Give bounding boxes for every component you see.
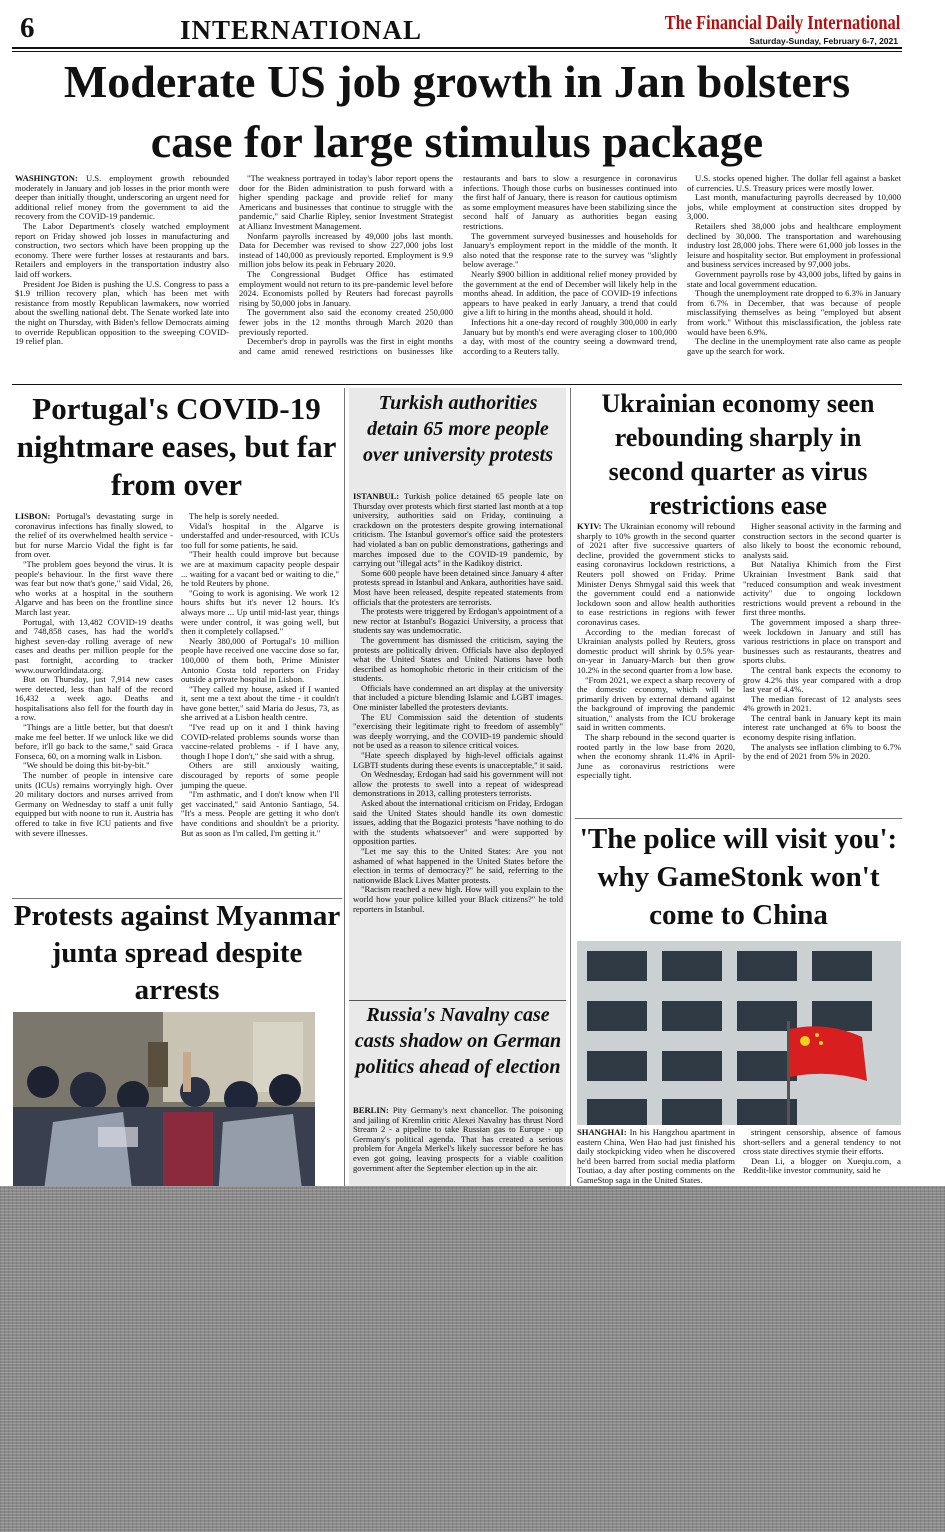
portugal-paragraph-text: The number of people in intensive care units (ICUs) remains worryingly high. Over 20 military doctors and nurses arrived from Germany on Wednesday to staff a unit fully equipped but with noone to run it. Austria has offered to take in five ICU patients and five with severe illnesses. <box>15 770 173 838</box>
russia-headline: Russia's Navalny case casts shadow on German politics ahead of election <box>354 1004 562 1078</box>
page-number: 6 <box>20 12 35 44</box>
main-headline-line1: Moderate US job growth in Jan bolsters <box>63 56 851 107</box>
main-paragraph-text: The Labor Department's closely watched employment report on Friday showed job losses in manufacturing and construction, two sectors which have been propping up the economy. There were further losses at restaurants and bars. Retailers and employers in the transportation industry also laid off workers. <box>15 220 229 279</box>
main-paragraph <box>687 193 901 222</box>
myanmar-protest-photo-svg <box>13 1012 315 1198</box>
main-paragraph-text: President Joe Biden is pushing the U.S. Congress to pass a $1.9 trillion recovery plan, which has been met with resistance from mostly Republican lawmakers, now worried about the swelling national debt. The Senate worked late into the night on Thursday, with Biden's fellow Democrats aiming to override Republican opposition to the sweeping COVID-19 relief plan. <box>15 278 229 347</box>
turkey-paragraph <box>353 492 563 569</box>
turkey-paragraph-text: Turkish police detained 65 people late on Thursday over protests which first started last month at a top university, authorities said on Friday, continuing a crackdown on the protesters despite growing international criticism. The Istanbul governor's office said the protesters had violated a ban on public demonstrations, gatherings and marches imposed due to the COVID-19 pandemic, by carrying out "illegal acts" in the Kadikoy district. <box>353 492 563 569</box>
ukraine-paragraph <box>577 522 735 628</box>
ukraine-bottom-rule <box>575 818 902 819</box>
ukraine-dateline: KYIV: <box>577 522 602 531</box>
main-paragraph-text: Nearly $900 billion in additional relief money provided by the government at the end of December will likely help in the months ahead. In addition, the pace of COVID-19 infections appears to have peaked in early January, a trend that could give a lift to hiring in the months ahead, should it hold. <box>463 268 677 318</box>
portugal-paragraph-text: "The problem goes beyond the virus. It is people's behaviour. In the first wave there was fear but now that's gone," said Vidal, 26, who works at a hospital in the southern Algarve and has been on the frontline since March last year. <box>15 558 173 617</box>
turkey-paragraph-text: Officials have condemned an art display at the university that included a picture blending Islamic and LGBT images. One minister labelled the protesters deviants. <box>353 682 563 713</box>
turkey-paragraph-text: The government has dismissed the criticism, saying the protests are politically driven. Officials have also deployed what the United States and United Nations have both described as homophobic rhetoric in their criticism of the students. <box>353 634 563 684</box>
portugal-paragraph <box>181 685 339 723</box>
portugal-paragraph-text: But on Thursday, just 7,914 new cases were detected, less than half of the record 16,432 a week ago. Deaths and hospitalisations also fell for the fourth day in a row. <box>15 674 173 723</box>
main-paragraph-text: Though the unemployment rate dropped to 6.3% in January from 6.7% in December, that was because of people misclassifying themselves as being "employed but absent from work." Without this misclassification, the jobless rate would have been 6.9%. <box>687 288 901 337</box>
column-divider-left <box>344 388 345 1188</box>
ukraine-paragraph-text: The Ukrainian economy will rebound sharply to 10% growth in the second quarter of 2021 after five successive quarters of decline, provided the government sticks to easing coronavirus lockdown restrictions, a Reuters poll showed on Friday. Prime Minister Denys Shmygal said this week that the government could end a nationwide lockdown soon and allow health authorities to ease restrictions in regions with fewer coronavirus cases. <box>577 522 735 627</box>
portugal-paragraph <box>181 790 339 838</box>
china-article-body <box>577 1128 901 1188</box>
main-paragraph-text: The Congressional Budget Office has estimated employment would not return to its pre-pandemic level before 2024. Economists polled by Reuters had forecast payrolls rising by 50,000 jobs in January. <box>239 268 453 308</box>
main-paragraph-text: Retailers shed 38,000 jobs and healthcare employment declined by 30,000. The transportation and warehousing industry lost 28,000 jobs. There were 61,000 job losses in the leisure and hospitality sector. But employment in professional and business services increased by 97,000 jobs. <box>687 220 901 270</box>
main-paragraph <box>687 337 901 356</box>
portugal-paragraph-text: Others are still anxiously waiting, discouraged by reports of some people jumping the queue. <box>181 760 339 790</box>
portugal-paragraph-text: "They called my house, asked if I wanted it, sent me a text about the time - it couldn't have gone better," said Maria do Jesus, 73, as she arrived at a Lisbon health centre. <box>181 683 339 723</box>
ukraine-paragraph-text: The analysts see inflation climbing to 6.7% by the end of 2021 from 5% in 2020. <box>743 741 901 762</box>
ukraine-paragraph <box>743 743 901 762</box>
russia-paragraph <box>353 1106 563 1173</box>
main-paragraph-text: Nonfarm payrolls increased by 49,000 jobs last month. Data for December was revised to show 227,000 jobs lost instead of 140,000 as previously reported. Employment is 9.9 million jobs below its peak in February 2020. <box>239 230 453 270</box>
turkey-paragraph-text: Asked about the international criticism on Friday, Erdogan said the United States should handle its own domestic issues, adding that the Bogazici protests "have nothing to do with the students whatsoever" and were supported by opposition parties. <box>353 798 563 847</box>
turkey-paragraph-text: On Wednesday, Erdogan had said his government will not allow the protests to swell into a repeat of widespread demonstrations in 2013, calling protesters terrorists. <box>353 769 563 799</box>
portugal-paragraph-text: "Things are a little better, but that doesn't make me feel better. If we unlock like we did before, it'll go back to the same," said Graca Fonseca, 60, on a morning walk in Lisbon. <box>15 722 173 761</box>
portugal-paragraph <box>181 589 339 637</box>
main-paragraph <box>463 318 677 356</box>
main-dateline: WASHINGTON: <box>15 174 78 183</box>
portugal-paragraph <box>181 723 339 761</box>
portugal-article-body <box>15 512 339 896</box>
turkey-paragraph-text: "Hate speech displayed by high-level officials against LGBTI students during these events is unacceptable," it said. <box>353 750 563 770</box>
turkey-paragraph <box>353 569 563 607</box>
ukraine-paragraph <box>743 714 901 743</box>
ukraine-paragraph <box>743 666 901 695</box>
ukraine-paragraph <box>577 733 735 781</box>
turkey-paragraph <box>353 847 563 885</box>
portugal-paragraph <box>15 618 173 676</box>
russia-paragraph-text: Pity Germany's next chancellor. The poisoning and jailing of Kremlin critic Alexei Navalny has thrust Nord Stream 2 - a pipeline to take Russian gas to Europe - up Germany's political agenda. That has created a serious problem for Angela Merkel's likely successor before he has even got going, leaving prospects for a viable coalition government after the September election up in the air. <box>353 1106 563 1173</box>
ukraine-paragraph <box>577 628 735 676</box>
portugal-headline: Portugal's COVID-19 nightmare eases, but far from over <box>16 391 337 502</box>
ukraine-paragraph-text: "From 2021, we expect a sharp recovery of the domestic economy, which will be primarily driven by external demand against the background of improving the pandemic situation," analysts from the ICU brokerage said in written comments. <box>577 674 735 733</box>
main-headline-line2: case for large stimulus package <box>150 116 764 167</box>
ukraine-paragraph <box>743 618 901 666</box>
portugal-paragraph <box>181 761 339 790</box>
main-paragraph-text: The government also said the economy created 250,000 fewer jobs in the 12 months through March 2020 than previously reported. <box>239 307 453 337</box>
main-paragraph <box>239 270 453 308</box>
portugal-paragraph <box>15 723 173 761</box>
blurred-lower-region <box>0 1186 945 1532</box>
russia-article-body <box>353 1106 563 1188</box>
main-paragraph <box>239 232 453 270</box>
china-paragraph-text: Dean Li, a blogger on Xueqiu.com, a Reddit-like investor community, said he <box>743 1155 901 1176</box>
main-paragraph <box>687 289 901 337</box>
portugal-paragraph-text: "We should be doing this bit-by-bit." <box>23 760 150 771</box>
turkey-paragraph-text: "Racism reached a new high. How will you explain to the world how your police killed your Black citizens?" he told reporters in Istanbul. <box>353 884 563 914</box>
portugal-paragraph-text: Vidal's hospital in the Algarve is understaffed and under-resourced, with ICUs too full for some patients, he said. <box>181 520 339 550</box>
main-paragraph-text: The government surveyed businesses and households for January's employment report in the middle of the month. It also noted that the response rate to the survey was "slightly below average." <box>463 230 677 270</box>
portugal-paragraph <box>181 522 339 551</box>
main-paragraph <box>463 232 677 270</box>
portugal-dateline: LISBON: <box>15 512 51 521</box>
ukraine-paragraph <box>577 676 735 734</box>
portugal-paragraph-text: Portugal, with 13,482 COVID-19 deaths and 748,858 cases, has had the world's highest seven-day rolling average of new cases and deaths per million people for the past fortnight, according to tracker www.ourworldindata.org. <box>15 616 173 675</box>
ukraine-paragraph-text: Higher seasonal activity in the farming and construction sectors in the second quarter is also likely to boost the economic rebound, analysts said. <box>743 522 901 560</box>
turkey-paragraph-text: Some 600 people have been detained since January 4 after protests spread in Istanbul and Ankara, authorities have said. Most have been released, despite repeated statements from officials that the protesters are terrorists. <box>353 567 563 607</box>
issue-date: Saturday-Sunday, February 6-7, 2021 <box>749 36 898 46</box>
turkey-paragraph <box>353 607 563 636</box>
main-paragraph <box>15 222 229 280</box>
turkey-paragraph <box>353 751 563 770</box>
main-paragraph <box>463 270 677 318</box>
main-paragraph <box>687 270 901 289</box>
ukraine-paragraph-text: According to the median forecast of Ukrainian analysts polled by Reuters, gross domestic product will shrink by 0.5% year-on-year in January-March but then grow 10.2% in the second quarter from a low base. <box>577 626 735 675</box>
russia-dateline: BERLIN: <box>353 1106 389 1115</box>
portugal-paragraph-text: Nearly 380,000 of Portugal's 10 million people have received one vaccine dose so far, 100,000 of them both, Prime Minister Antonio Costa told reporters on Friday outside a private hospital in Lisbon. <box>181 635 339 685</box>
ukraine-paragraph <box>743 695 901 714</box>
main-paragraph <box>15 280 229 347</box>
turkey-headline: Turkish authorities detain 65 more people over university protests <box>363 392 553 466</box>
header-rule <box>12 47 902 49</box>
portugal-paragraph-text: Portugal's devastating surge in coronavirus infections has finally slowed, to the relief of its overwhelmed health service - but for nurse Marcio Vidal the fight is far from over. <box>15 512 173 560</box>
ukraine-paragraph-text: The sharp rebound in the second quarter is rooted partly in the low base from 2020, when the economy shrank 11.4% in April-June as coronavirus restrictions were especially tight. <box>577 732 735 781</box>
turkey-paragraph-text: The protests were triggered by Erdogan's appointment of a new rector at Istanbul's Bogazici University, a process that students say was undemocratic. <box>353 606 563 636</box>
china-building-flag-photo-svg <box>577 941 901 1125</box>
china-paragraph <box>743 1157 901 1176</box>
myanmar-protest-photo <box>13 1012 315 1198</box>
ukraine-paragraph-text: The median forecast of 12 analysts sees 4% growth in 2021. <box>743 693 901 714</box>
main-paragraph-text: Government payrolls rose by 43,000 jobs, lifted by gains in state and local government education. <box>687 268 901 289</box>
china-paragraph-text: stringent censorship, absence of famous short-sellers and a general tendency to not cross state directives stymie their efforts. <box>743 1128 901 1157</box>
portugal-paragraph-text: "I'm asthmatic, and I don't know when I'll get vaccinated," said Antonio Santiago, 54. "It's a mess. People are getting it who don't have conditions and shouldn't be a priority. But as soon as I'm called, I'm getting it." <box>181 789 339 838</box>
masthead: The Financial Daily International <box>664 12 900 34</box>
turkey-paragraph-text: "Let me say this to the United States: Are you not ashamed of what happened in the United States before the election in terms of democracy?" he said, referring to the nationwide Black Lives Matter protests. <box>353 845 563 885</box>
china-paragraph-text: In his Hangzhou apartment in eastern China, Wen Hao had just finished his daily stockpicking video when he discovered he'd been barred from social media platform Toutiao, a day after posting comments on the GameStop saga in the United States. <box>577 1128 735 1185</box>
turkey-paragraph <box>353 684 563 713</box>
china-headline: 'The police will visit you': why GameStonk won't come to China <box>579 823 898 931</box>
ukraine-article-body <box>577 522 901 814</box>
turkey-article-body <box>353 492 563 998</box>
main-paragraph <box>239 174 453 232</box>
turkey-paragraph <box>353 885 563 914</box>
main-paragraph-text: Infections hit a one-day record of roughly 300,000 in early January but by month's end were averaging closer to 100,000 a day, with most of the country seeing a downward trend, according to a Reuters tally. <box>463 316 677 356</box>
main-paragraph <box>687 222 901 270</box>
column-divider-right <box>570 388 571 1188</box>
page-header <box>12 10 902 48</box>
ukraine-paragraph-text: The central bank in January kept its main interest rate unchanged at 6% to boost the economy despite rising inflation. <box>743 712 901 743</box>
ukraine-paragraph-text: But Nataliya Khimich from the First Ukrainian Investment Bank said that "reduced consumption and weak investment activity" due to ongoing lockdown restrictions would prevent a rebound in the first three months. <box>743 559 901 618</box>
main-paragraph <box>687 174 901 193</box>
main-article-body <box>15 174 901 381</box>
ukraine-paragraph <box>743 560 901 618</box>
main-paragraph-text: The decline in the unemployment rate also came as people gave up the search for work. <box>687 336 901 356</box>
main-paragraph-text: U.S. stocks opened higher. The dollar fell against a basket of currencies. U.S. Treasury prices were mostly lower. <box>687 174 901 193</box>
turkey-paragraph <box>353 770 563 799</box>
main-paragraph-text: "The weakness portrayed in today's labor report opens the door for the Biden administration to push forward with a higher spending package and provide relief for many Americans and businesses that continue to struggle with the pandemic," said Charlie Ripley, senior Investment Strategist at Allianz Investment Management. <box>239 174 453 231</box>
turkey-paragraph <box>353 799 563 847</box>
russia-top-rule <box>349 1000 566 1001</box>
portugal-paragraph-text: "Going to work is agonising. We work 12 hours shifts but it's never 12 hours. It's always more ... Up until mid-last year, things were under control, it was going well, but then it completely collapsed." <box>181 587 339 637</box>
section-rule <box>12 384 902 385</box>
portugal-paragraph <box>15 512 173 560</box>
ukraine-paragraph <box>743 522 901 560</box>
main-paragraph-text: Last month, manufacturing payrolls decreased by 10,000 jobs, while employment at construction sites dropped by 3,000. <box>687 192 901 222</box>
turkey-paragraph-text: The EU Commission said the detention of students "exercising their legitimate right to freedom of assembly" was deeply worrying, and the COVID-19 pandemic should not be used as a reason to silence critical voices. <box>353 711 563 751</box>
portugal-paragraph <box>181 550 339 588</box>
turkey-dateline: ISTANBUL: <box>353 492 400 501</box>
main-headline <box>12 52 902 172</box>
china-dateline: SHANGHAI: <box>577 1128 627 1137</box>
myanmar-headline: Protests against Myanmar junta spread despite arrests <box>13 900 341 1006</box>
main-paragraph-text: U.S. employment growth rebounded moderately in January and job losses in the prior month were deeper than initially thought, underscoring an urgent need for additional relief money from the government to aid the recovery from the COVID-19 pandemic. <box>15 174 229 222</box>
ukraine-headline: Ukrainian economy seen rebounding sharply in second quarter as virus restrictions ease <box>601 389 875 520</box>
ukraine-paragraph-text: The government imposed a sharp three-week lockdown in January and still has various restrictions in place on transport and businesses such as restaurants, theatres and sports clubs. <box>743 616 901 666</box>
portugal-paragraph-text: The help is sorely needed. <box>189 512 279 521</box>
china-paragraph <box>577 1128 735 1186</box>
main-paragraph <box>15 174 229 222</box>
china-building-flag-photo <box>577 941 901 1125</box>
ukraine-paragraph-text: The central bank expects the economy to grow 4.2% this year compared with a drop last year of 4.4%. <box>743 664 901 695</box>
portugal-paragraph <box>15 675 173 723</box>
turkey-paragraph <box>353 636 563 684</box>
portugal-paragraph <box>15 560 173 618</box>
portugal-paragraph <box>181 637 339 685</box>
main-paragraph-text: December's drop in payrolls was the first in eight months and came amid renewed restrictions on businesses like restaurants and bars to slow a resurgence in coronavirus infections. Though those curbs on businesses continued into the first half of January, there is reason for cautious optimism as some employment measures have been stabilizing since the second half of January as authorities began easing restrictions. <box>239 174 677 356</box>
portugal-paragraph <box>15 771 173 838</box>
portugal-paragraph-text: "Their health could improve but because we are at maximum capacity people despair ... waiting for a vacant bed or waiting to die," he told Reuters by phone. <box>181 549 339 589</box>
section-title: INTERNATIONAL <box>180 15 423 45</box>
turkey-paragraph <box>353 713 563 751</box>
main-paragraph <box>239 308 453 337</box>
china-paragraph <box>743 1128 901 1157</box>
portugal-paragraph-text: "I've read up on it and I think having COVID-related problems sounds worse than vaccine-related problems - if I have any, though I hope I don't," she said with a shrug. <box>181 722 339 761</box>
